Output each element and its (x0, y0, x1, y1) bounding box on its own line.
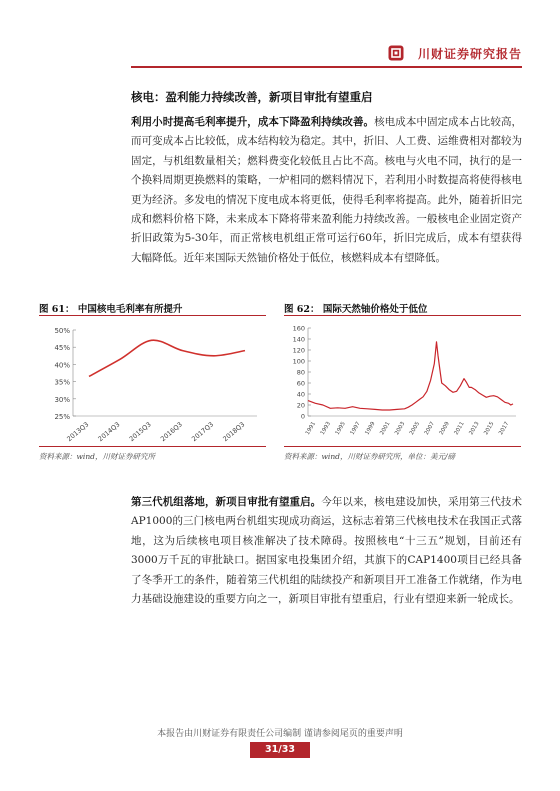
x-tick-label: 2011 (453, 421, 466, 437)
y-tick-label: 120 (292, 346, 305, 355)
y-tick-label: 80 (296, 368, 305, 377)
x-tick-label: 2015 (483, 421, 496, 437)
x-tick-label: 2003 (394, 421, 407, 437)
page-number: 31/33 (250, 742, 310, 758)
paragraph-body: 核电成本中固定成本占比较高，而可变成本占比较低，成本结构较为稳定。其中，折旧、人工费、运维费相对都较为固定，与机组数量相关；燃料费变化较低且占比不高。核电与火电不同，执行的是一个换料周期更换燃料的策略，一炉相同的燃料情况下，若利用小时数提高将使得核电更为经济。多发电的情况下度电成本将更低，使得毛利率将提高。此外，随着折旧完成和燃料价格下降，未来成本下降将带来盈利能力持续改善。一般核电企业固定资产折旧政策为5-30年，而正常核电机组正常可运行60年，折旧完成后，成本有望获得大幅降低。近年来国际天然铀价格处于低位，核燃料成本有望降低。 (131, 116, 523, 264)
y-tick-label: 45% (54, 344, 70, 353)
uranium-price-chart (284, 318, 521, 446)
figure-61-caption-text: 图 61： 中国核电毛利率有所提升 (39, 304, 183, 315)
y-tick-label: 35% (54, 378, 70, 387)
paragraph-body: 今年以来，核电建设加快，采用第三代技术AP1000的三门核电两台机组实现成功商运，这标志着第三代核电技术在我国正式落地，这为后续核电项目核准解决了技术障碍。按照核电“十三五”规划，目前还有3000万千瓦的审批缺口。据国家电投集团介绍，其旗下的CAP1400项目已经具备了冬季开工的条件，随着第三代机组的陆续投产和新项目开工准备工作就绪，作为电力基础设施建设的重要方向之一，新项目审批有望重启，行业有望迎来新一轮成长。 (131, 496, 522, 606)
y-tick-label: 140 (292, 335, 305, 344)
gross-margin-chart (39, 318, 266, 446)
y-tick-label: 25% (54, 413, 70, 421)
x-tick-label: 2016Q3 (158, 420, 184, 444)
figure-62-caption-text: 图 62： 国际天然铀价格处于低位 (284, 304, 428, 315)
y-tick-label: 50% (54, 327, 70, 335)
x-tick-label: 1991 (304, 421, 318, 437)
figure-61-source: 资料来源：wind，川财证券研究所 (39, 452, 155, 461)
x-tick-label: 1995 (334, 421, 347, 437)
x-tick-label: 2017Q3 (190, 420, 216, 444)
figure-62-source: 资料来源：wind，川财证券研究所，单位：美元/磅 (284, 452, 455, 461)
paragraph-lead: 利用小时提高毛利率提升，成本下降盈利持续改善。 (131, 116, 375, 128)
figure-61-caption (39, 299, 266, 316)
figure-62-rule (284, 446, 521, 447)
y-tick-label: 20 (296, 401, 305, 410)
y-tick-label: 60 (296, 379, 305, 388)
section-title: 核电：盈利能力持续改善，新项目审批有望重启 (131, 90, 373, 104)
x-tick-label: 1999 (364, 421, 377, 437)
figure-61-rule (39, 446, 266, 447)
x-tick-label: 2001 (379, 421, 392, 437)
y-tick-label: 30% (54, 395, 70, 404)
x-tick-label: 2007 (423, 421, 437, 437)
x-tick-label: 1993 (319, 421, 333, 437)
company-logo-icon (388, 45, 404, 61)
x-tick-label: 1997 (349, 421, 362, 437)
x-tick-label: 2017 (498, 421, 511, 437)
x-tick-label: 2013Q3 (65, 420, 91, 444)
brand-name: 川财证券研究报告 (417, 47, 522, 61)
x-tick-label: 2013 (468, 421, 481, 437)
gross-margin-line (89, 340, 245, 376)
paragraph-third-generation (131, 493, 522, 609)
y-tick-label: 0 (300, 412, 305, 421)
uranium-price-line (308, 342, 513, 410)
footer-disclaimer: 本报告由川财证券有限责任公司编制 谨请参阅尾页的重要声明 (157, 729, 403, 739)
paragraph-lead: 第三代机组落地，新项目审批有望重启。 (131, 496, 322, 508)
y-tick-label: 100 (292, 357, 305, 366)
x-tick-label: 2015Q3 (127, 420, 153, 444)
report-header (131, 40, 522, 68)
x-tick-label: 2014Q3 (96, 420, 122, 444)
x-tick-label: 2009 (438, 421, 451, 437)
y-tick-label: 160 (292, 324, 305, 333)
paragraph-profitability (131, 113, 522, 268)
x-tick-label: 2018Q3 (221, 420, 247, 444)
x-tick-label: 2005 (408, 421, 422, 437)
y-tick-label: 40% (54, 361, 70, 370)
y-tick-label: 40 (296, 390, 305, 399)
header-rule (131, 66, 522, 68)
figure-62-caption (284, 299, 521, 316)
